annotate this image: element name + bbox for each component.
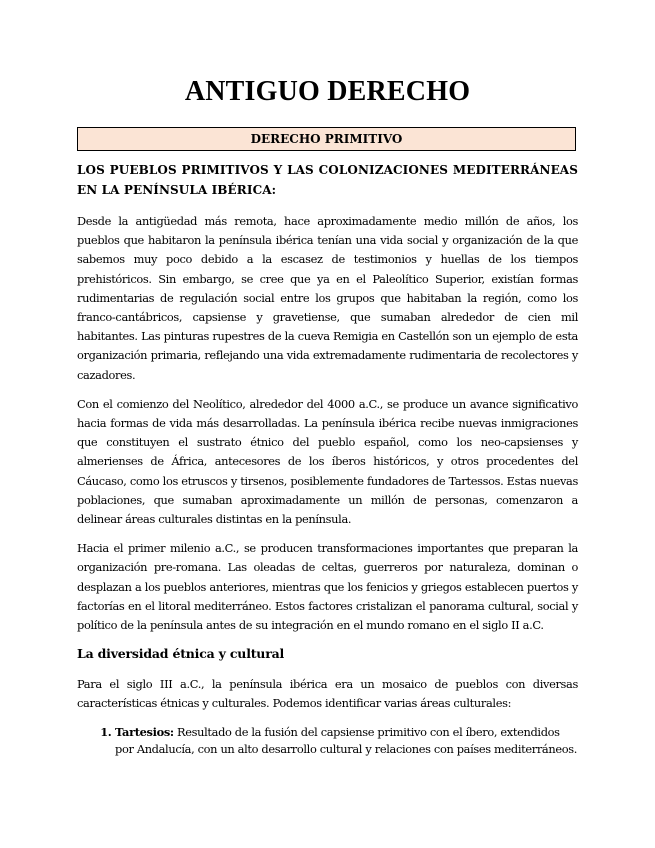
culture-list	[77, 724, 578, 758]
list-item	[115, 724, 578, 758]
list-item-text: Resultado de la fusión del capsiense primitivo con el íbero, extendidos por Andalucía, con un alto desarrollo cultural y relaciones con países mediterráneos.	[115, 724, 578, 756]
paragraph-3: Hacia el primer milenio a.C., se producen transformaciones importantes que preparan la organización pre-romana. Las oleadas de celtas, guerreros por naturaleza, dominan o desplazan a los pueblos anteriores, mientras que los fenicios y griegos establecen puertos y factorías en el litoral mediterráneo. Estos factores cristalizan el panorama cultural, social y político de la península antes de su integración en el mundo romano en el siglo II a.C.	[77, 541, 578, 633]
page-title: ANTIGUO DERECHO	[184, 76, 471, 107]
document-body	[77, 160, 578, 758]
section-label-box	[77, 127, 576, 151]
list-item-term: Tartesios:	[115, 724, 174, 739]
section-label: DERECHO PRIMITIVO	[250, 132, 403, 146]
section-heading: La diversidad étnica y cultural	[77, 646, 285, 662]
paragraph-2: Con el comienzo del Neolítico, alrededor del 4000 a.C., se produce un avance significativo hacia formas de vida más desarrolladas. La península ibérica recibe nuevas inmigraciones que constituyen el sustrato étnico del pueblo español, como los neo-capsienses y almerienses de África, antecesores de los íberos históricos, y otros procedentes del Cáucaso, como los etruscos y tirsenos, posiblemente fundadores de Tartessos. Estas nuevas poblaciones, que sumaban aproximadamente un millón de personas, comenzaron a delinear áreas culturales distintas en la península.	[77, 396, 578, 527]
paragraph-1: Desde la antigüedad más remota, hace aproximadamente medio millón de años, los pueblos que habitaron la península ibérica tenían una vida social y organización de la que sabemos muy poco debido a la escasez de testimonios y huellas de los tiempos prehistóricos. Sin embargo, se cree que ya en el Paleolítico Superior, existían formas rudimentarias de regulación social entre los grupos que habitaban la región, como los franco-cantábricos, capsiense y gravetiense, que sumaban alrededor de cien mil habitantes. Las pinturas rupestres de la cueva Remigia en Castellón son un ejemplo de esta organización primaria, reflejando una vida extremadamente rudimentaria de recolectores y cazadores.	[77, 214, 578, 382]
paragraph-4: Para el siglo III a.C., la península ibérica era un mosaico de pueblos con diversas características étnicas y culturales. Podemos identificar varias áreas culturales:	[77, 677, 578, 711]
subheading: LOS PUEBLOS PRIMITIVOS Y LAS COLONIZACIONES MEDITERRÁNEAS EN LA PENÍNSULA IBÉRICA:	[77, 163, 578, 197]
